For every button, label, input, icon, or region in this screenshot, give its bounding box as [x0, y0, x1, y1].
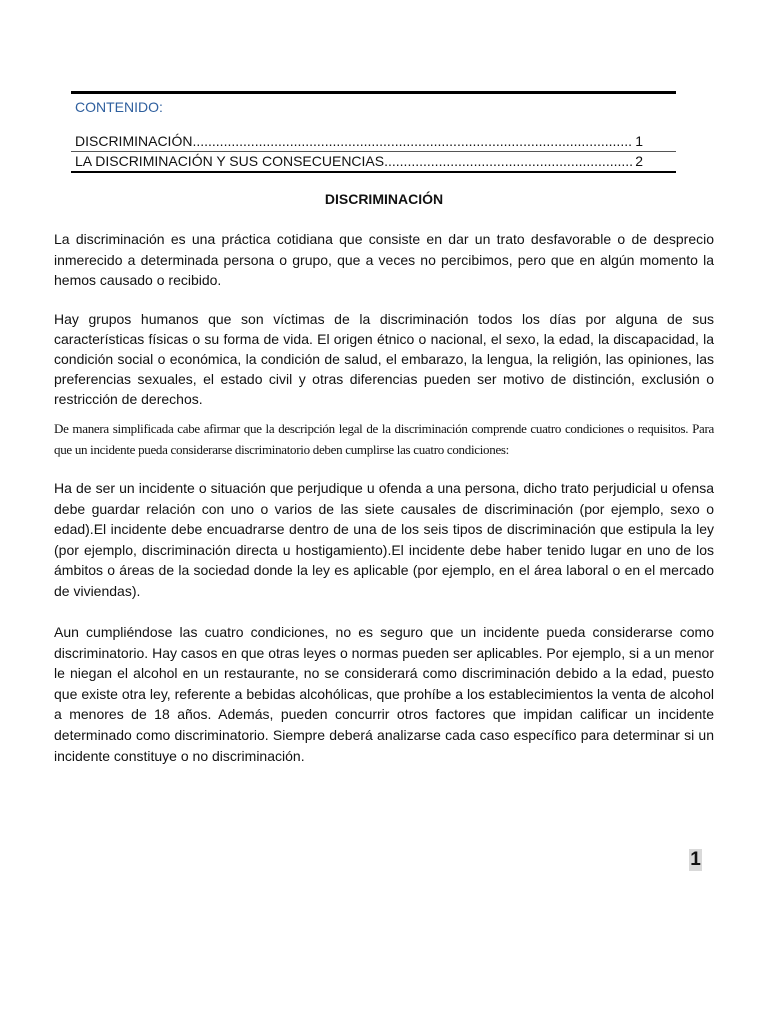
paragraph-definition: La discriminación es una práctica cotidiana que consiste en dar un trato desfavorable o de desprecio inmerecido a determinada persona o grupo, que a veces no percibimos, pero que en algún momento la hemos causado o recibido. [54, 231, 714, 289]
toc-entry-title: DISCRIMINACIÓN [75, 133, 193, 149]
table-of-contents [71, 91, 676, 173]
paragraph-victim-groups: Hay grupos humanos que son víctimas de la discriminación todos los días por alguna de sus características físicas o su forma de vida. El origen étnico o nacional, el sexo, la edad, la discapacidad, la condición social o económica, la condición de salud, el embarazo, la lengua, la religión, las opiniones, las preferencias sexuales, el estado civil y otras diferencias pueden ser motivo de distinción, exclusión o restricción de derechos. [54, 311, 714, 407]
paragraph-incident-requirements: Ha de ser un incidente o situación que perjudique u ofenda a una persona, dicho trato perjudicial u ofensa debe guardar relación con uno o varios de las siete causales de discriminación (por ejemplo, sexo o edad).El incidente debe encuadrarse dentro de una de los seis tipos de discriminación que estipula la ley (por ejemplo, discriminación directa u hostigamiento).El incidente debe haber tenido lugar en uno de los ámbitos o áreas de la sociedad donde la ley es aplicable (por ejemplo, en el área laboral o en el mercado de viviendas). [54, 480, 714, 599]
document-title: DISCRIMINACIÓN [324, 191, 444, 207]
toc-leader-dots [384, 152, 633, 171]
toc-leader-dots [192, 132, 633, 151]
toc-entry-page: 1 [635, 133, 643, 149]
toc-entry-consecuencias[interactable] [71, 152, 676, 173]
page-number: 1 [690, 849, 701, 870]
toc-entry-page: 2 [635, 153, 643, 169]
paragraph-legal-conditions: De manera simplificada cabe afirmar que la descripción legal de la discriminación comprende cuatro condiciones o requisitos. Para que un incidente pueda considerarse discriminatorio deben cumplirse las cuatro condiciones: [54, 421, 714, 457]
toc-heading: CONTENIDO: [75, 99, 163, 115]
toc-entry-discriminacion[interactable] [71, 132, 676, 152]
paragraph-exceptions: Aun cumpliéndose las cuatro condiciones, no es seguro que un incidente pueda considerarse como discriminatorio. Hay casos en que otras leyes o normas pueden ser aplicables. Por ejemplo, si a un menor le niegan el alcohol en un restaurante, no se considerará como discriminación debido a la edad, puesto que existe otra ley, referente a bebidas alcohólicas, que prohíbe a los establecimientos la venta de alcohol a menores de 18 años. Además, pueden concurrir otros factores que impidan calificar un incidente determinado como discriminatorio. Siempre deberá analizarse cada caso específico para determinar si un incidente constituye o no discriminación. [54, 624, 714, 764]
toc-entry-title: LA DISCRIMINACIÓN Y SUS CONSECUENCIAS [75, 153, 385, 169]
